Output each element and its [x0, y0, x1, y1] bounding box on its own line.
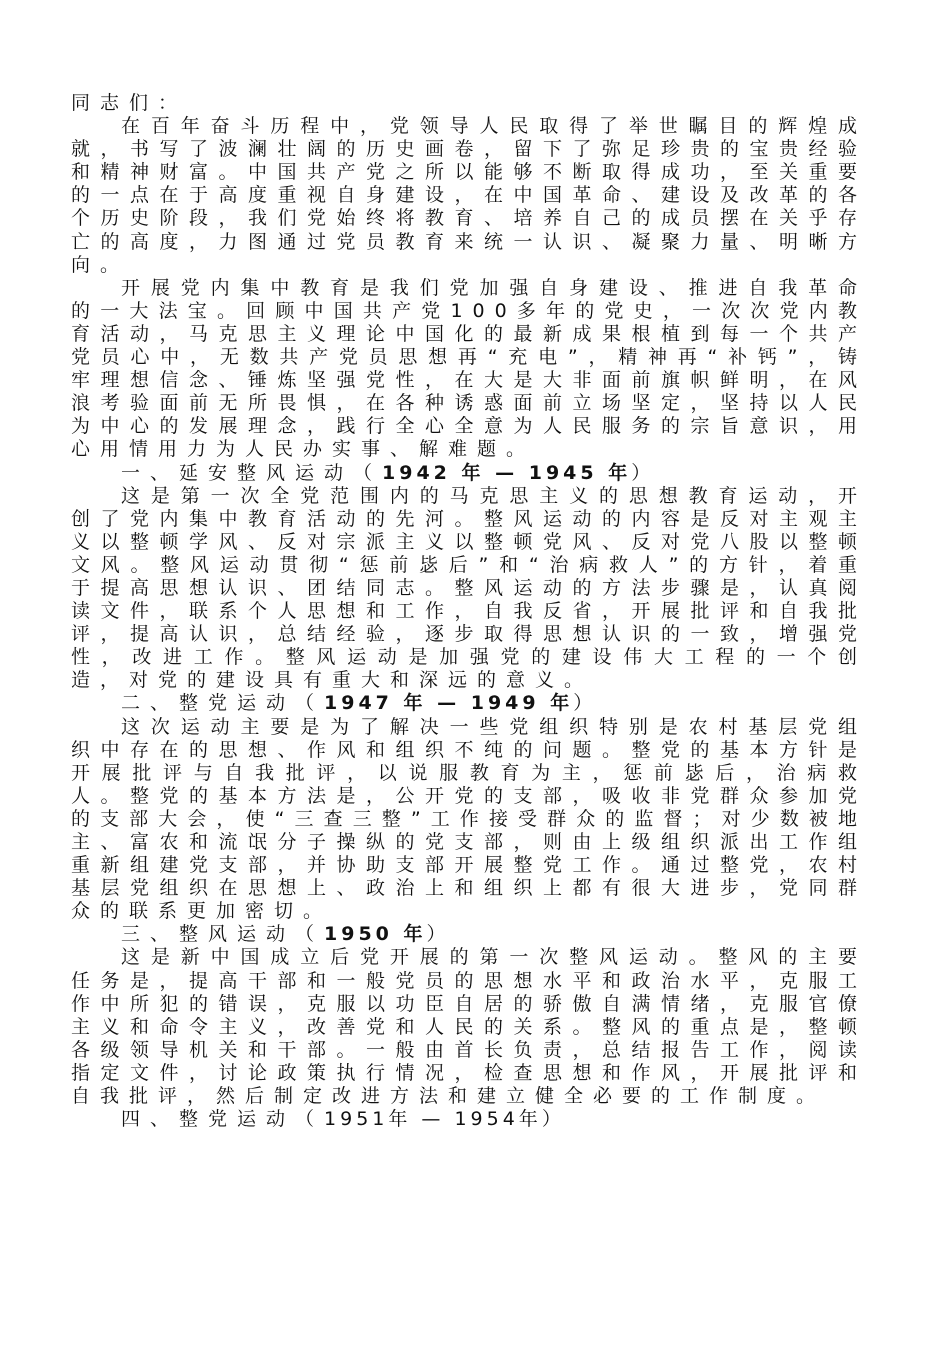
salutation: 同志们： — [71, 92, 188, 114]
section-heading-1-suffix: ） — [631, 461, 661, 484]
section-body-1: 这是第一次全党范围内的马克思主义的思想教育运动，开创了党内集中教育活动的先河。整风运动的内容是反对主观主义以整顿学风、反对宗派主义以整顿党风、反对党八股以整顿文风。整风运动贯彻“惩前毖后”和“治病救人”的方针，着重于提高思想认识、团结同志。整风运动的方法步骤是，认真阅读文件，联系个人思想和工作，自我反省，开展批评和自我批评，提高认识，总结经验，逐步取得思想认识的一致，增强党性，改进工作。整风运动是加强党的建设伟大工程的一个创造，对党的建设具有重大和深远的意义。 — [71, 484, 867, 692]
section-heading-2-suffix: ） — [573, 692, 603, 715]
section-heading-2 — [71, 692, 867, 715]
section-heading-2-prefix: 二、整党运动（ — [121, 692, 325, 715]
section-heading-3-years: 1950 年 — [324, 923, 427, 946]
section-heading-3-suffix: ） — [426, 923, 456, 946]
section-heading-4-prefix: 四、整党运动（ — [121, 1108, 325, 1131]
intro-paragraph-2: 开展党内集中教育是我们党加强自身建设、推进自我革命的一大法宝。回顾中国共产党100多年的党史，一次次党内教育活动，马克思主义理论中国化的最新成果根植到每一个共产党员心中，无数共产党员思想再“充电”，精神再“补钙”，铸牢理想信念、锤炼坚强党性，在大是大非面前旗帜鲜明，在风浪考验面前无所畏惧，在各种诱惑面前立场坚定，坚持以人民为中心的发展理念，践行全心全意为人民服务的宗旨意识，用心用情用力为人民办实事、解难题。 — [71, 276, 867, 461]
section-heading-3 — [71, 923, 867, 946]
document-body — [71, 92, 867, 1131]
section-heading-1-prefix: 一、延安整风运动（ — [121, 461, 383, 484]
section-body-2: 这次运动主要是为了解决一些党组织特别是农村基层党组织中存在的思想、作风和组织不纯的问题。整党的基本方针是开展批评与自我批评，以说服教育为主，惩前毖后，治病救人。整党的基本方法是，公开党的支部，吸收非党群众参加党的支部大会，使“三查三整”工作接受群众的监督；对少数被地主、富农和流氓分子操纵的党支部，则由上级组织派出工作组重新组建党支部，并协助支部开展整党工作。通过整党，农村基层党组织在思想上、政治上和组织上都有很大进步，党同群众的联系更加密切。 — [71, 715, 867, 923]
section-heading-2-years: 1947 年 — 1949 年 — [324, 692, 574, 715]
intro-paragraph-1: 在百年奋斗历程中，党领导人民取得了举世瞩目的辉煌成就，书写了波澜壮阔的历史画卷，留下了弥足珍贵的宝贵经验和精神财富。中国共产党之所以能够不断取得成功，至关重要的一点在于高度重视自身建设，在中国革命、建设及改革的各个历史阶段，我们党始终将教育、培养自己的成员摆在关乎存亡的高度，力图通过党员教育来统一认识、凝聚力量、明晰方向。 — [71, 115, 867, 276]
section-heading-1-years: 1942 年 — 1945 年 — [382, 461, 632, 484]
section-heading-3-prefix: 三、整风运动（ — [121, 923, 325, 946]
section-body-3: 这是新中国成立后党开展的第一次整风运动。整风的主要任务是，提高干部和一般党员的思想水平和政治水平，克服工作中所犯的错误，克服以功臣自居的骄傲自满情绪，克服官僚主义和命令主义，改善党和人民的关系。整风的重点是，整顿各级领导机关和干部。一般由首长负责，总结报告工作，阅读指定文件，讨论政策执行情况，检查思想和作风，开展批评和自我批评，然后制定改进方法和建立健全必要的工作制度。 — [71, 946, 867, 1108]
section-heading-4 — [71, 1108, 867, 1131]
section-heading-1 — [71, 462, 867, 485]
section-heading-4-suffix: ） — [541, 1108, 571, 1131]
section-heading-4-years: 1951年 — 1954年 — [324, 1108, 542, 1131]
